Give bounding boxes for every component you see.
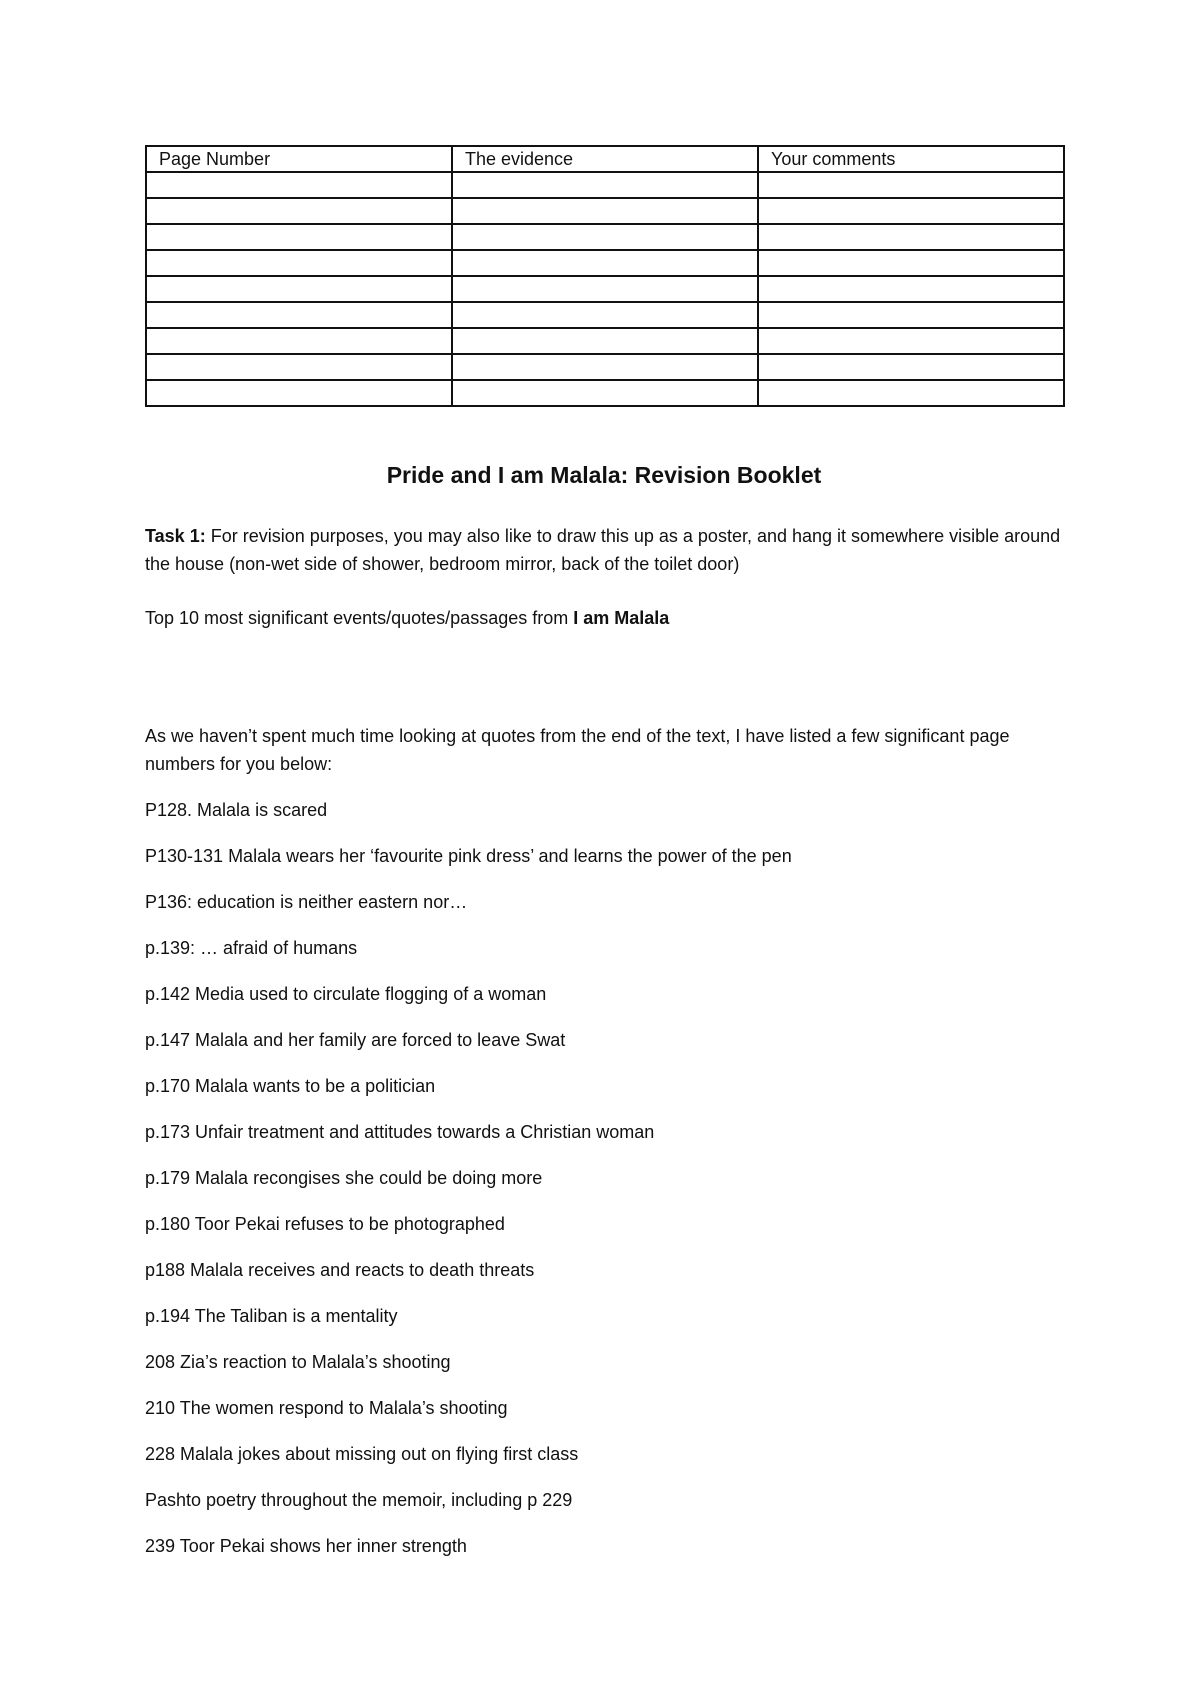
table-cell [758,328,1064,354]
table-row [146,172,1064,198]
header-comments: Your comments [758,146,1064,172]
header-evidence: The evidence [452,146,758,172]
table-cell [146,224,452,250]
table-cell [146,250,452,276]
table-cell [146,172,452,198]
list-item: p.147 Malala and her family are forced to leave Swat [145,1030,566,1050]
document-title: Pride and I am Malala: Revision Booklet [386,462,822,488]
table-row [146,380,1064,406]
task-label: Task 1: [145,526,206,546]
table-cell [452,250,758,276]
table-row [146,328,1064,354]
list-item: p.170 Malala wants to be a politician [145,1076,436,1096]
table-cell [452,172,758,198]
table-cell [452,354,758,380]
table-row [146,250,1064,276]
task-text: For revision purposes, you may also like to draw this up as a poster, and hang it somewhere visible around the house (non-wet side of shower, bedroom mirror, back of the toilet door) [145,526,1061,574]
table-cell [452,224,758,250]
list-item: P136: education is neither eastern nor… [145,892,468,912]
table-cell [758,276,1064,302]
table-cell [452,328,758,354]
evidence-table [145,145,1065,407]
list-item: 228 Malala jokes about missing out on flying first class [145,1444,579,1464]
table-header-row [146,146,1064,172]
list-item: p.194 The Taliban is a mentality [145,1306,398,1326]
table-row [146,354,1064,380]
table-cell [758,224,1064,250]
list-item: p.180 Toor Pekai refuses to be photographed [145,1214,505,1234]
table-cell [758,198,1064,224]
table-cell [146,198,452,224]
table-row [146,198,1064,224]
list-item: p.142 Media used to circulate flogging of a woman [145,984,547,1004]
list-item: 208 Zia’s reaction to Malala’s shooting [145,1352,451,1372]
list-item: 210 The women respond to Malala’s shooting [145,1398,508,1418]
table-row [146,224,1064,250]
list-item: Pashto poetry throughout the memoir, including p 229 [145,1490,573,1510]
list-item: 239 Toor Pekai shows her inner strength [145,1536,467,1556]
top10-book-title: I am Malala [573,608,670,628]
list-item: P128. Malala is scared [145,800,328,820]
intro-paragraph: As we haven’t spent much time looking at quotes from the end of the text, I have listed a few significant page numbers for you below: [145,726,1010,774]
header-page-number: Page Number [146,146,452,172]
list-item: P130-131 Malala wears her ‘favourite pink dress’ and learns the power of the pen [145,846,792,866]
table-cell [758,354,1064,380]
table-cell [146,276,452,302]
page-reference-list [145,797,1063,1579]
table-cell [146,380,452,406]
task-paragraph [145,522,1063,578]
table-cell [146,302,452,328]
top10-text: Top 10 most significant events/quotes/passages from [145,608,574,628]
table-cell [452,198,758,224]
list-item: p.139: … afraid of humans [145,938,358,958]
table-cell [758,172,1064,198]
table-cell [758,380,1064,406]
table-cell [758,302,1064,328]
table-body [146,172,1064,406]
table-cell [452,302,758,328]
top10-heading [145,604,1063,632]
table-cell [146,328,452,354]
list-item: p188 Malala receives and reacts to death threats [145,1260,535,1280]
table-row [146,276,1064,302]
table-cell [452,380,758,406]
table-cell [758,250,1064,276]
table-cell [146,354,452,380]
table-cell [452,276,758,302]
table-row [146,302,1064,328]
list-item: p.173 Unfair treatment and attitudes towards a Christian woman [145,1122,655,1142]
list-item: p.179 Malala recongises she could be doing more [145,1168,543,1188]
